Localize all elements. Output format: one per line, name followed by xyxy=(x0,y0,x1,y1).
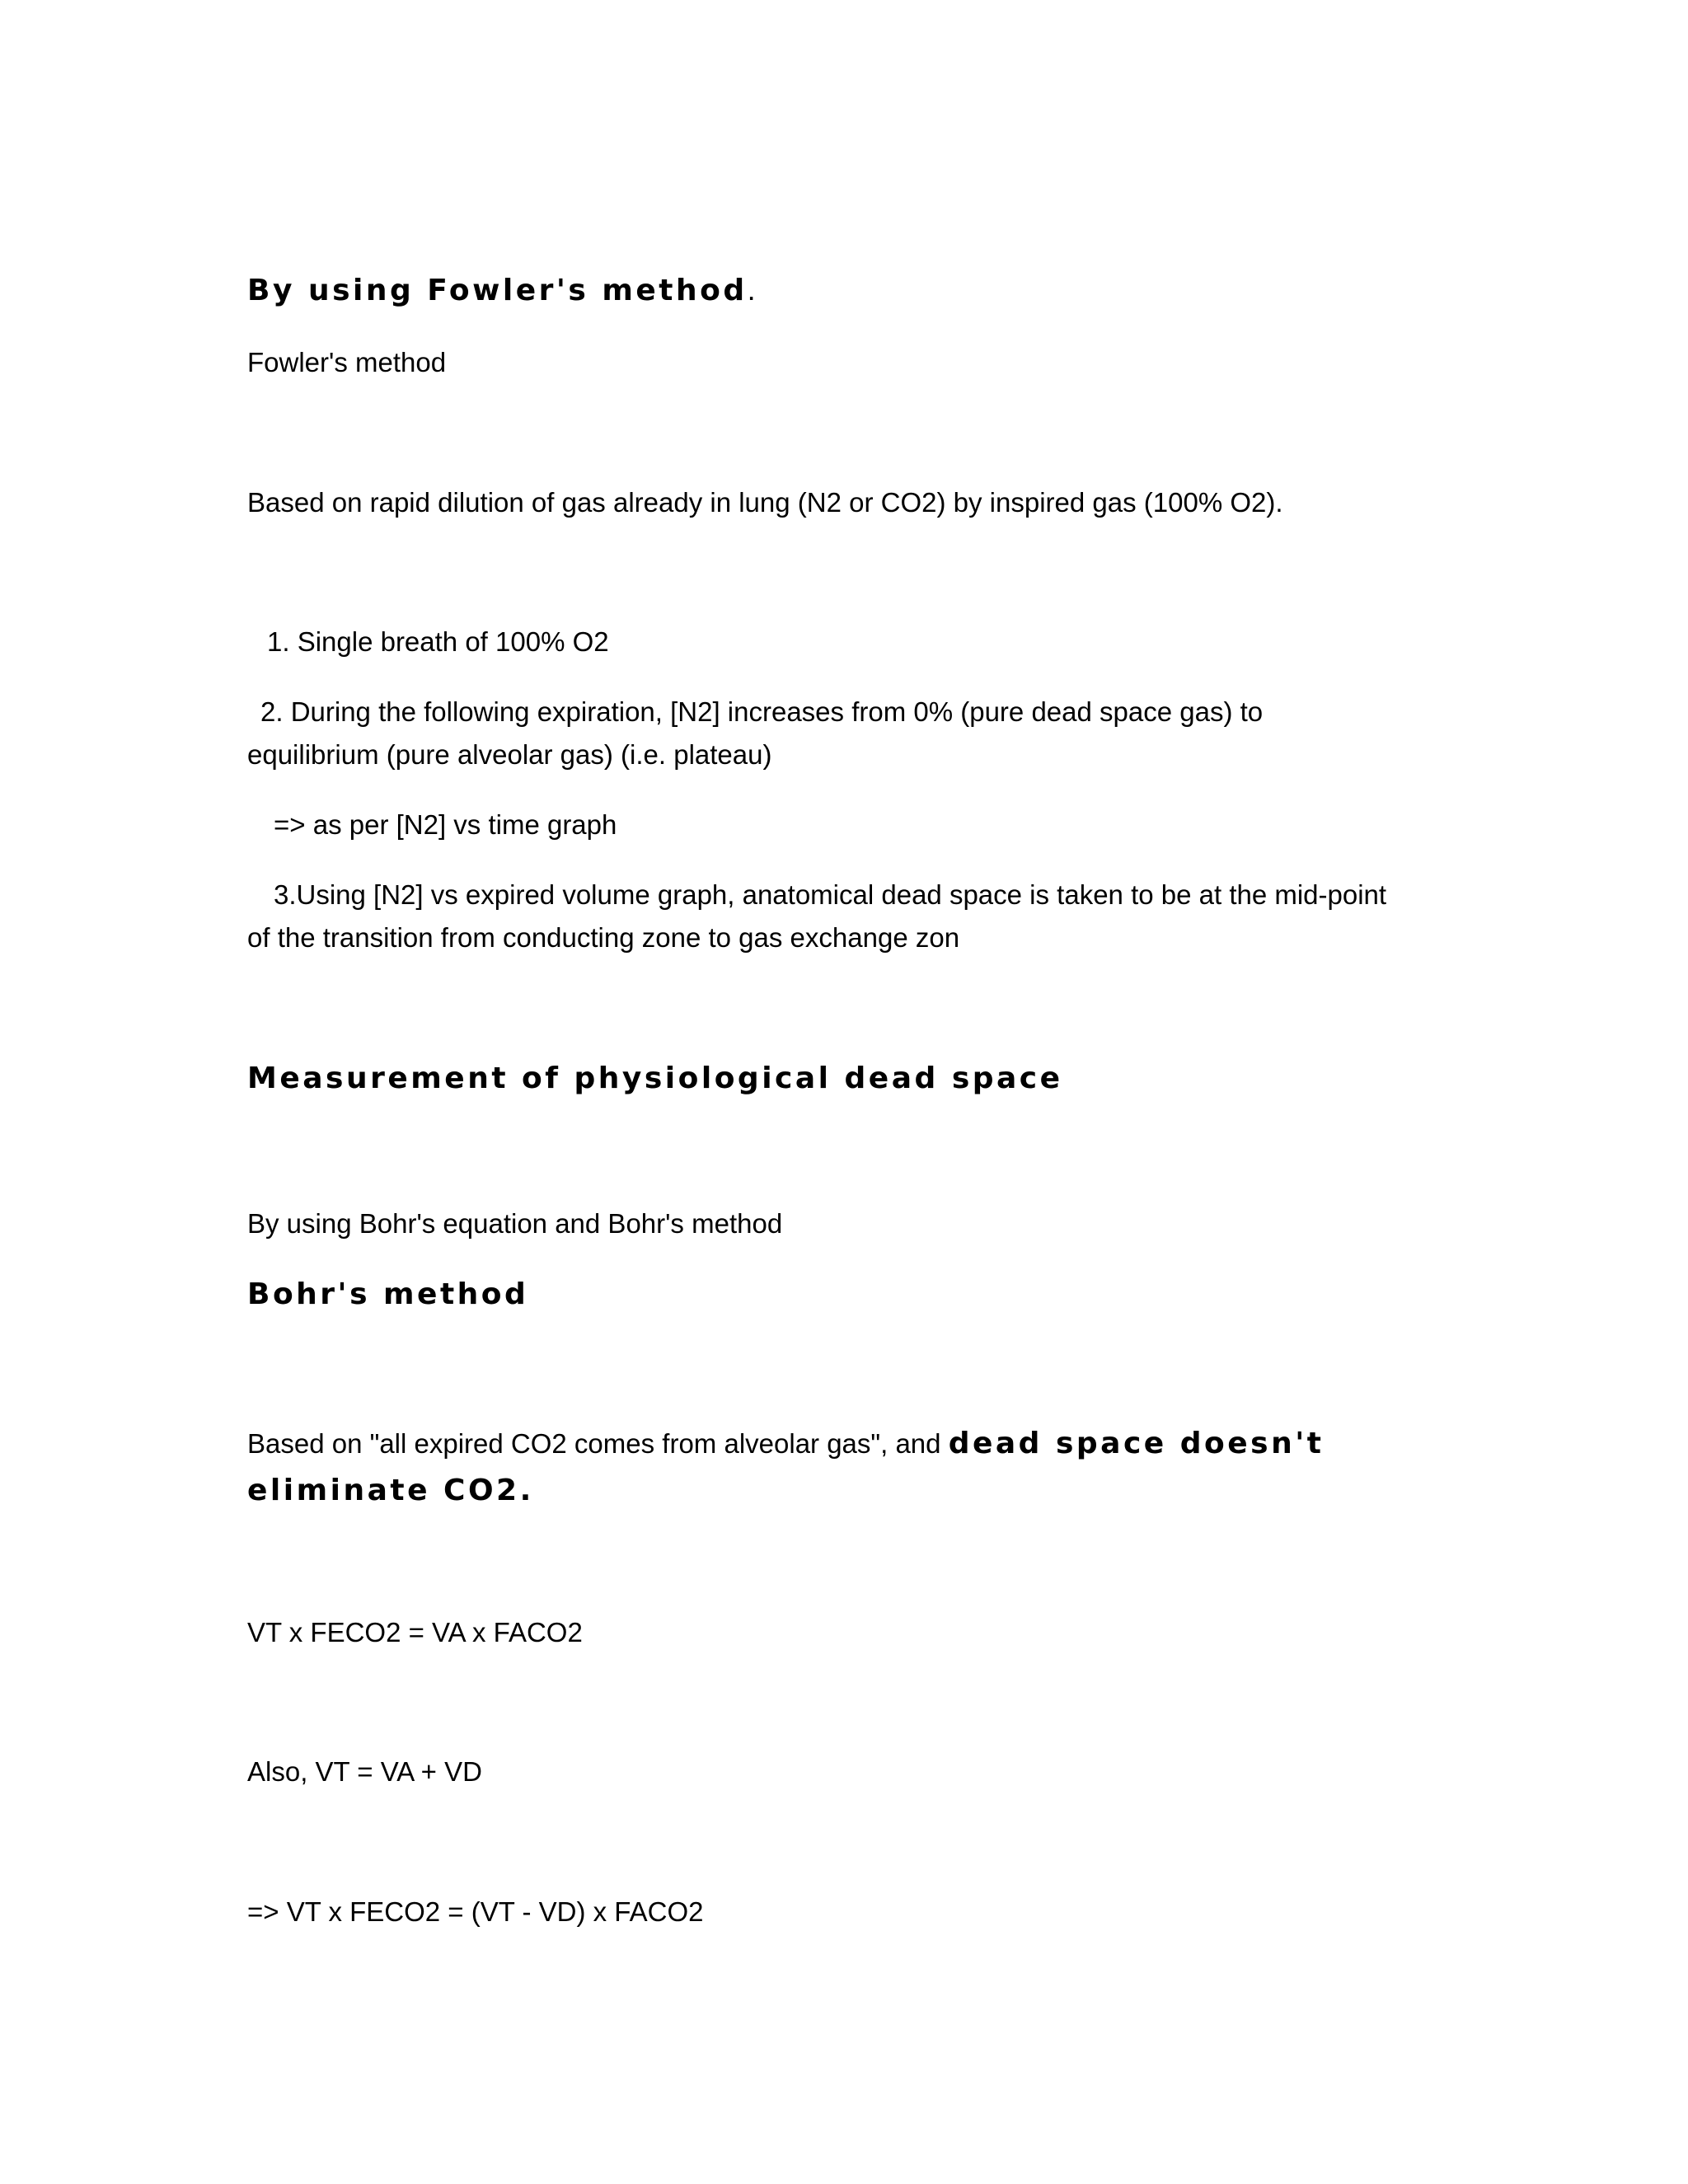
equation-1: VT x FECO2 = VA x FACO2 xyxy=(247,1617,583,1647)
fowler-heading-period: . xyxy=(747,273,756,307)
bohr-basis-line-2: eliminate CO2. xyxy=(247,1474,534,1507)
bohr-method-heading: Bohr's method xyxy=(247,1277,529,1311)
fowler-basis: Based on rapid dilution of gas already in lung (N2 or CO2) by inspired gas (100% O2). xyxy=(247,487,1283,518)
physio-intro: By using Bohr's equation and Bohr's method xyxy=(247,1208,783,1239)
step-3-line-1: 3.Using [N2] vs expired volume graph, anatomical dead space is taken to be at the mid-point xyxy=(274,879,1387,910)
equation-2: Also, VT = VA + VD xyxy=(247,1756,482,1787)
bohr-basis-bold-1: dead space doesn't xyxy=(948,1427,1325,1460)
step-2-line-1: 2. During the following expiration, [N2] increases from 0% (pure dead space gas) to xyxy=(260,696,1264,727)
fowler-heading xyxy=(247,269,1442,312)
step-1: 1. Single breath of 100% O2 xyxy=(267,626,609,657)
step-3-line-2: of the transition from conducting zone to gas exchange zon xyxy=(247,922,960,953)
fowler-subtitle: Fowler's method xyxy=(247,347,447,377)
fowler-heading-text: By using Fowler's method xyxy=(247,274,748,307)
bohr-basis-plain: Based on "all expired CO2 comes from alveolar gas", and xyxy=(247,1428,949,1459)
equation-3: => VT x FECO2 = (VT - VD) x FACO2 xyxy=(247,1896,704,1927)
step-2-line-2: equilibrium (pure alveolar gas) (i.e. plateau) xyxy=(247,739,772,770)
step-2-note: => as per [N2] vs time graph xyxy=(274,809,617,840)
bohr-basis-line-1 xyxy=(247,1422,1442,1465)
physiological-dead-space-heading: Measurement of physiological dead space xyxy=(247,1062,1063,1095)
